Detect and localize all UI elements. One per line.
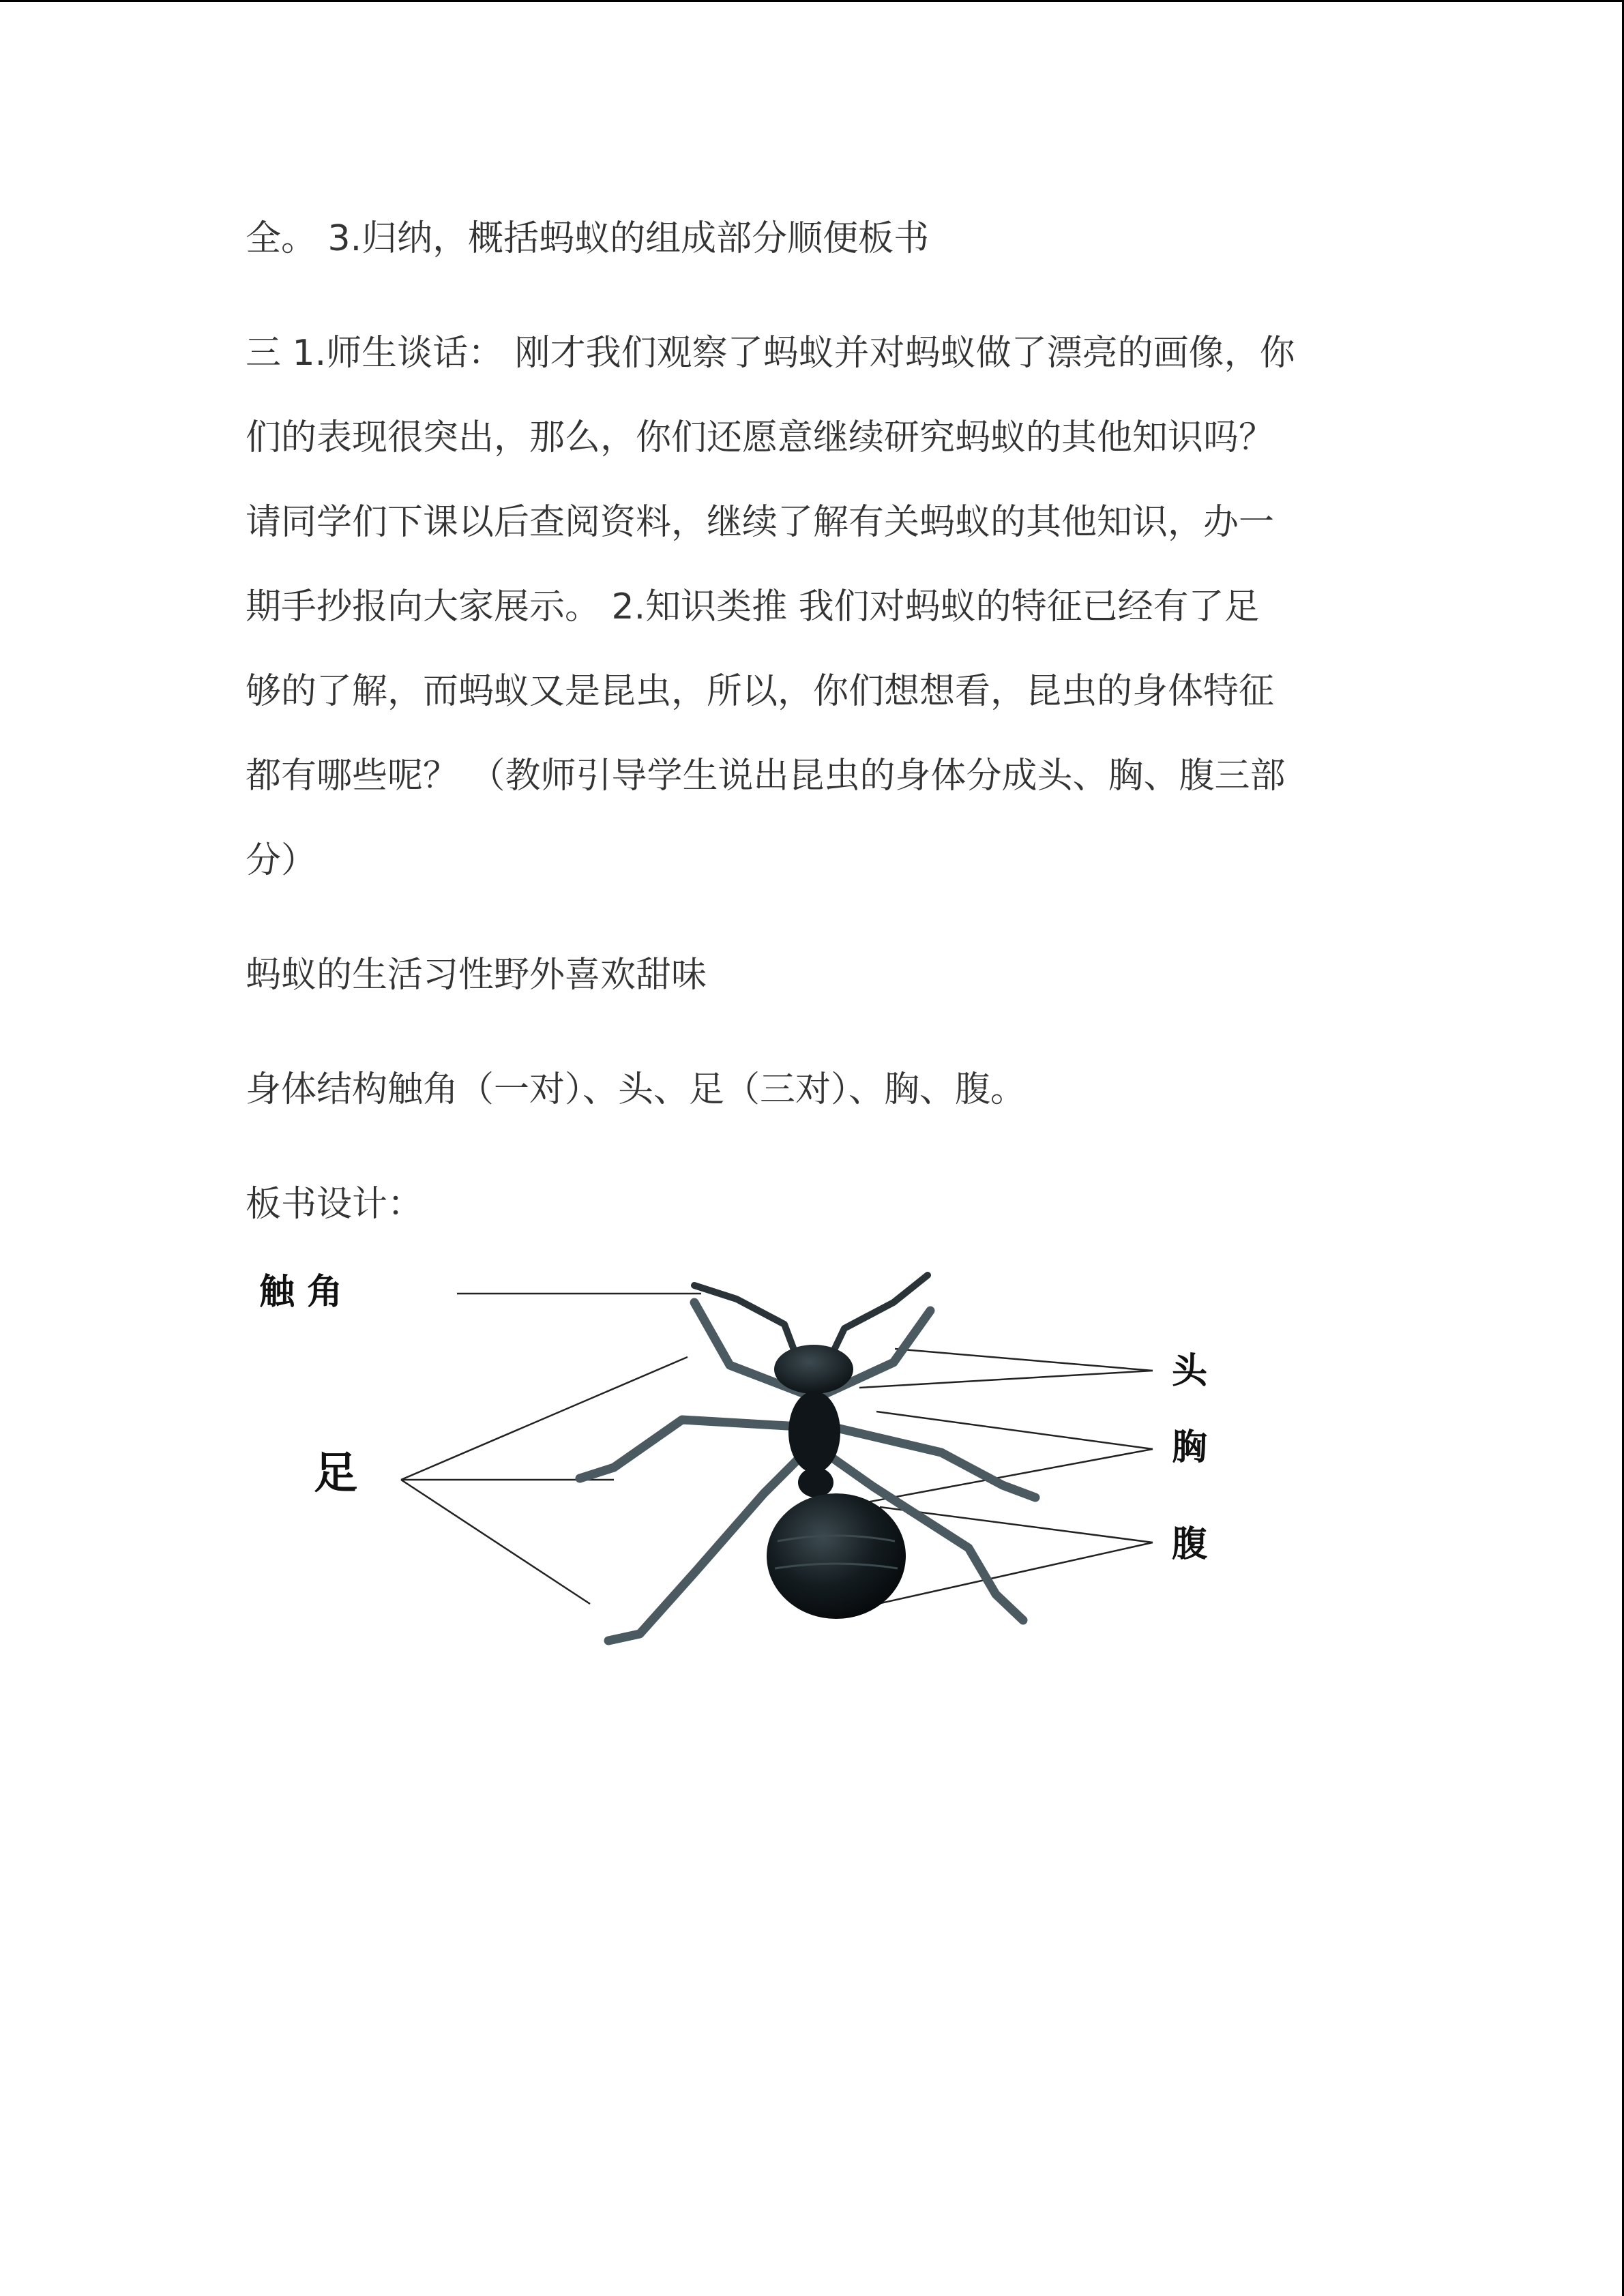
text-line: 全。 3.归纳，概括蚂蚁的组成部分顺便板书 (246, 218, 930, 259)
legs-label: 足 (314, 1448, 357, 1499)
ant-thorax (788, 1391, 840, 1473)
text-line: 请同学们下课以后查阅资料，继续了解有关蚂蚁的其他知识，办一 (246, 502, 1275, 543)
thorax-label: 胸 (1172, 1427, 1208, 1468)
text-line: 期手抄报向大家展示。 2.知识类推 我们对蚂蚁的特征已经有了足 (246, 586, 1260, 627)
antenna-label: 触 角 (259, 1272, 343, 1313)
ant-diagram (246, 1248, 1282, 1671)
abdomen-label: 腹 (1172, 1524, 1208, 1565)
text-line: 三 1.师生谈话： 刚才我们观察了蚂蚁并对蚂蚁做了漂亮的画像，你 (246, 333, 1295, 374)
ant-abdomen (767, 1493, 906, 1619)
board-design-heading: 板书设计： (246, 1184, 424, 1225)
structure-line: 身体结构触角（一对）、头、足（三对）、胸、腹。 (246, 1069, 1027, 1110)
page-top-border (0, 0, 1624, 2)
ant-waist (798, 1467, 833, 1497)
head-label: 头 (1172, 1351, 1208, 1392)
text-line: 够的了解，而蚂蚁又是昆虫，所以，你们想想看，昆虫的身体特征 (246, 671, 1275, 712)
ant-illustration-svg (246, 1248, 1282, 1671)
ant-head (774, 1345, 853, 1394)
text-line: 分） (246, 840, 317, 881)
text-line: 们的表现很突出，那么，你们还愿意继续研究蚂蚁的其他知识吗？ (246, 417, 1275, 458)
text-line: 都有哪些呢？ （教师引导学生说出昆虫的身体分成头、胸、腹三部 (246, 756, 1286, 796)
ant-antennae (694, 1275, 928, 1357)
habits-line: 蚂蚁的生活习性野外喜欢甜味 (246, 955, 707, 996)
document-body (246, 196, 1391, 1247)
